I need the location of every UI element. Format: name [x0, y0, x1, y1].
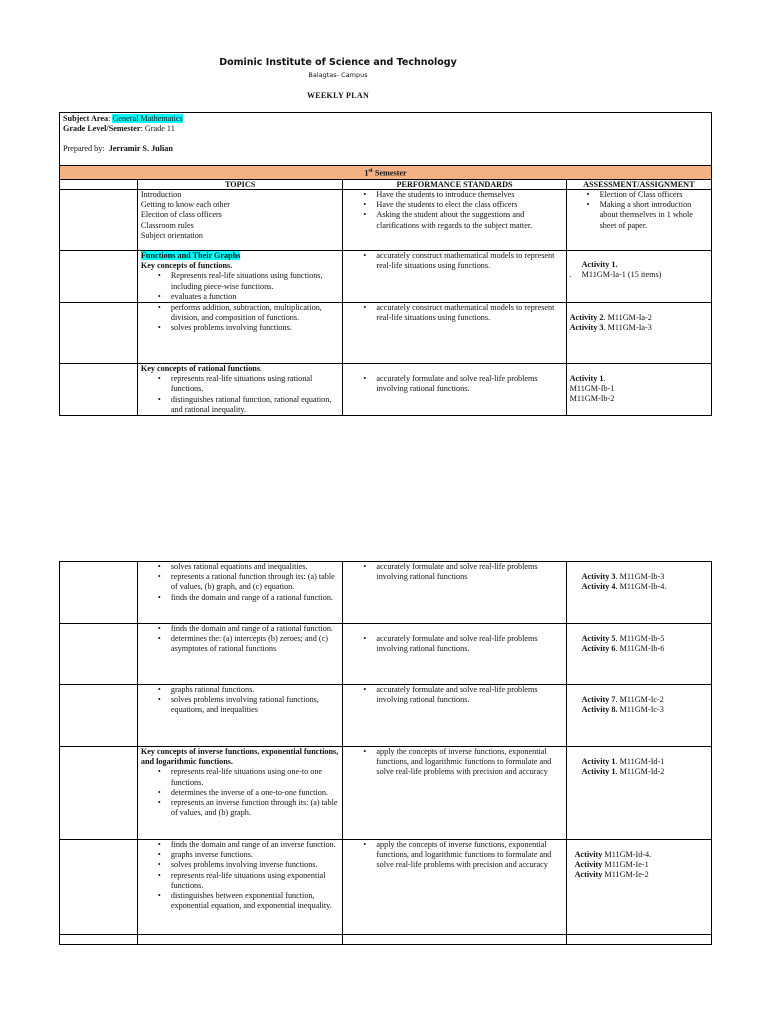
- table-row: [60, 189, 712, 250]
- list-item: • solves problems involving rational functions, equations, and inequalities: [171, 695, 340, 715]
- activity-code: . M11GM-Ib-4.: [615, 582, 667, 592]
- list-item: • determines the inverse of a one-to-one function.: [171, 788, 340, 798]
- prepared-by-value: Jerramir S. Julian: [108, 144, 173, 153]
- activity-code: . M11GM-Id-2: [615, 767, 665, 777]
- activity-label: Activity 8.: [581, 705, 618, 715]
- column-header-performance: PERFORMANCE STANDARDS: [343, 179, 566, 189]
- activity-code: M11GM-Ie-1: [604, 860, 649, 870]
- activity-code: M11GM-Ic-3: [619, 705, 664, 715]
- list-item: • Represents real-life situations using functions, including piece-wise functions.: [171, 271, 340, 291]
- column-header-topics: TOPICS: [137, 179, 343, 189]
- activity-code: . M11GM-Ib-5: [615, 634, 665, 643]
- list-item: • Making a short introduction about themselves in 1 whole sheet of paper.: [600, 200, 708, 231]
- assessment-cell: [566, 562, 711, 624]
- list-item: • solves rational equations and inequalities.: [171, 562, 340, 572]
- list-item: • represents an inverse function through its: (a) table of values, and (b) graph.: [171, 798, 340, 818]
- section-subheading: Key concepts of functions.: [140, 261, 233, 271]
- table-row: [60, 624, 712, 685]
- section-heading: Functions and Their Graphs: [140, 250, 241, 260]
- list-item: • apply the concepts of inverse functions, exponential functions, and logarithmic functions to formulate and solve real-life problems with precision and accuracy: [376, 747, 562, 778]
- assessment-cell: [566, 685, 711, 747]
- activity-code: . M11GM-Ia-2: [603, 312, 652, 322]
- activity-code: M11GM-Ib-2: [569, 394, 615, 404]
- list-item: • represents real-life situations using rational functions.: [171, 374, 340, 394]
- prepared-by-label: Prepared by:: [63, 144, 105, 153]
- list-item: • distinguishes between exponential function, exponential equation, and exponential inequality.: [171, 891, 340, 911]
- list-item: • accurately construct mathematical models to represent real-life situations using functions.: [376, 303, 562, 323]
- activity-label: Activity: [574, 860, 603, 870]
- activity-code: . M11GM-Ib-6: [615, 644, 665, 654]
- table-row: [60, 562, 712, 624]
- list-item: • graphs inverse functions.: [171, 850, 340, 860]
- list-item: Classroom rules: [140, 220, 194, 230]
- subject-area-line: Subject Area: General Mathematics: [63, 114, 183, 123]
- campus-name: Balagtas- Campus: [308, 71, 368, 79]
- list-item: • accurately construct mathematical models to represent real-life situations using functions.: [376, 251, 562, 271]
- activity-label: Activity: [574, 850, 603, 859]
- list-item: • Asking the student about the suggestions and clarifications with regards to the subject matter.: [376, 210, 562, 230]
- assessment-cell: [566, 189, 711, 250]
- table-row: [60, 747, 712, 840]
- semester-header: 1st Semester: [60, 166, 712, 180]
- column-header-blank: [60, 179, 138, 189]
- performance-cell: [343, 685, 566, 747]
- grade-level-value: Grade 11: [144, 124, 175, 133]
- list-item: • represents real-life situations using one-to one functions.: [171, 767, 340, 787]
- grade-level-label: Grade Level/Semester: [63, 124, 141, 133]
- list-item: • accurately formulate and solve real-life problems involving rational functions.: [376, 634, 562, 654]
- list-item: • graphs rational functions.: [171, 685, 340, 695]
- list-item: • finds the domain and range of an inverse function.: [171, 840, 340, 850]
- list-item: • performs addition, subtraction, multiplication, division, and composition of functions.: [171, 303, 340, 323]
- assessment-cell: Activity 1. . M11GM-Ia-1 (15 items): [566, 250, 711, 302]
- performance-cell: [343, 562, 566, 624]
- activity-code: M11GM-Id-4.: [604, 850, 652, 859]
- topics-cell: [137, 624, 343, 685]
- activity-label: Activity 7: [581, 695, 616, 704]
- performance-cell: [343, 624, 566, 685]
- topics-cell: [137, 685, 343, 747]
- assessment-cell: [566, 747, 711, 840]
- list-item: Election of class officers: [140, 210, 222, 220]
- table-row: [60, 250, 712, 302]
- activity-label: Activity 1.: [581, 259, 618, 269]
- table-row: [60, 363, 712, 415]
- activity-label: Activity 3: [569, 323, 604, 333]
- table-row: [60, 935, 712, 945]
- assessment-cell: Activity 1. M11GM-Ib-1 M11GM-Ib-2: [566, 363, 711, 415]
- list-item: • distinguishes rational function, rational equation, and rational inequality.: [171, 395, 340, 415]
- activity-label: Activity 1: [581, 767, 616, 777]
- grade-level-line: Grade Level/Semester: Grade 11: [63, 124, 175, 133]
- list-item: • represents real-life situations using exponential functions.: [171, 871, 340, 891]
- list-item: • apply the concepts of inverse functions, exponential functions, and logarithmic functions to formulate and solve real-life problems with precision and accuracy: [376, 840, 562, 871]
- assessment-cell: [566, 302, 711, 363]
- activity-label: Activity 6: [581, 644, 616, 654]
- activity-label: Activity 1: [569, 373, 604, 383]
- section-heading: Key concepts of inverse functions, exponential functions, and logarithmic functions.: [140, 747, 339, 767]
- topics-cell: [137, 250, 343, 302]
- table-row: [60, 302, 712, 363]
- weekly-plan-table-page2: [59, 561, 712, 945]
- list-item: Getting to know each other: [140, 200, 230, 210]
- topics-cell: [137, 302, 343, 363]
- performance-cell: [343, 302, 566, 363]
- institution-name: Dominic Institute of Science and Technology: [219, 57, 457, 68]
- activity-code: . M11GM-Ic-2: [615, 695, 664, 704]
- activity-code: M11GM-Ib-1: [569, 384, 615, 394]
- activity-label: Activity 1: [581, 757, 616, 766]
- table-row: [60, 685, 712, 747]
- list-item: • Have the students to elect the class officers: [376, 200, 562, 210]
- list-item: • Have the students to introduce themselves: [376, 190, 562, 200]
- assessment-cell: [566, 840, 711, 935]
- activity-label: Activity: [574, 870, 603, 880]
- prepared-by-line: [63, 144, 708, 154]
- document-title: WEEKLY PLAN: [306, 91, 370, 100]
- performance-cell: [343, 363, 566, 415]
- list-item: • evaluates a function: [171, 292, 340, 302]
- list-item: Introduction: [140, 189, 182, 199]
- weekly-plan-table-page1: [59, 165, 712, 416]
- activity-code: . M11GM-Ib-3: [615, 572, 665, 581]
- topics-cell: [137, 747, 343, 840]
- activity-code: . M11GM-Id-1: [615, 757, 665, 766]
- plan-info-box: [59, 112, 712, 166]
- performance-cell: [343, 840, 566, 935]
- topics-cell: [137, 840, 343, 935]
- performance-cell: [343, 189, 566, 250]
- topics-cell: [137, 562, 343, 624]
- activity-label: Activity 2: [569, 312, 604, 322]
- list-item: Subject orientation: [140, 230, 203, 240]
- performance-cell: [343, 250, 566, 302]
- activity-label: Activity 3: [581, 572, 616, 581]
- list-item: • solves problems involving functions.: [171, 323, 340, 333]
- topics-cell: Key concepts of rational functions. • represents real-life situations using rational functions. • distinguishes rational function, rational equation, and rational inequality.: [137, 363, 343, 415]
- list-item: • accurately formulate and solve real-life problems involving rational functions.: [376, 374, 562, 394]
- section-heading: Key concepts of rational functions: [140, 363, 261, 373]
- subject-area-label: Subject Area: [63, 114, 109, 123]
- activity-code: M11GM-Ia-1 (15 items): [581, 270, 662, 280]
- activity-label: Activity 5: [581, 634, 616, 643]
- list-item: • finds the domain and range of a rational function.: [171, 624, 340, 634]
- list-item: • Election of Class officers: [600, 190, 708, 200]
- list-item: • finds the domain and range of a rational function.: [171, 593, 340, 603]
- activity-label: Activity 4: [581, 582, 616, 592]
- column-header-assessment: ASSESSMENT/ASSIGNMENT: [566, 179, 711, 189]
- list-item: • accurately formulate and solve real-life problems involving rational functions: [376, 562, 562, 582]
- topics-cell: [137, 189, 343, 250]
- assessment-cell: [566, 624, 711, 685]
- table-row: [60, 840, 712, 935]
- activity-code: . M11GM-Ia-3: [603, 323, 652, 333]
- list-item: • accurately formulate and solve real-life problems involving rational functions.: [376, 685, 562, 705]
- performance-cell: [343, 747, 566, 840]
- list-item: • determines the: (a) intercepts (b) zeroes; and (c) asymptotes of rational functions: [171, 634, 340, 654]
- subject-area-value: General Mathematics: [112, 114, 183, 123]
- activity-code: M11GM-Ie-2: [604, 870, 649, 880]
- list-item: • represents a rational function through its: (a) table of values, (b) graph, and (c) equation.: [171, 572, 340, 592]
- list-item: • solves problems involving inverse functions.: [171, 860, 340, 870]
